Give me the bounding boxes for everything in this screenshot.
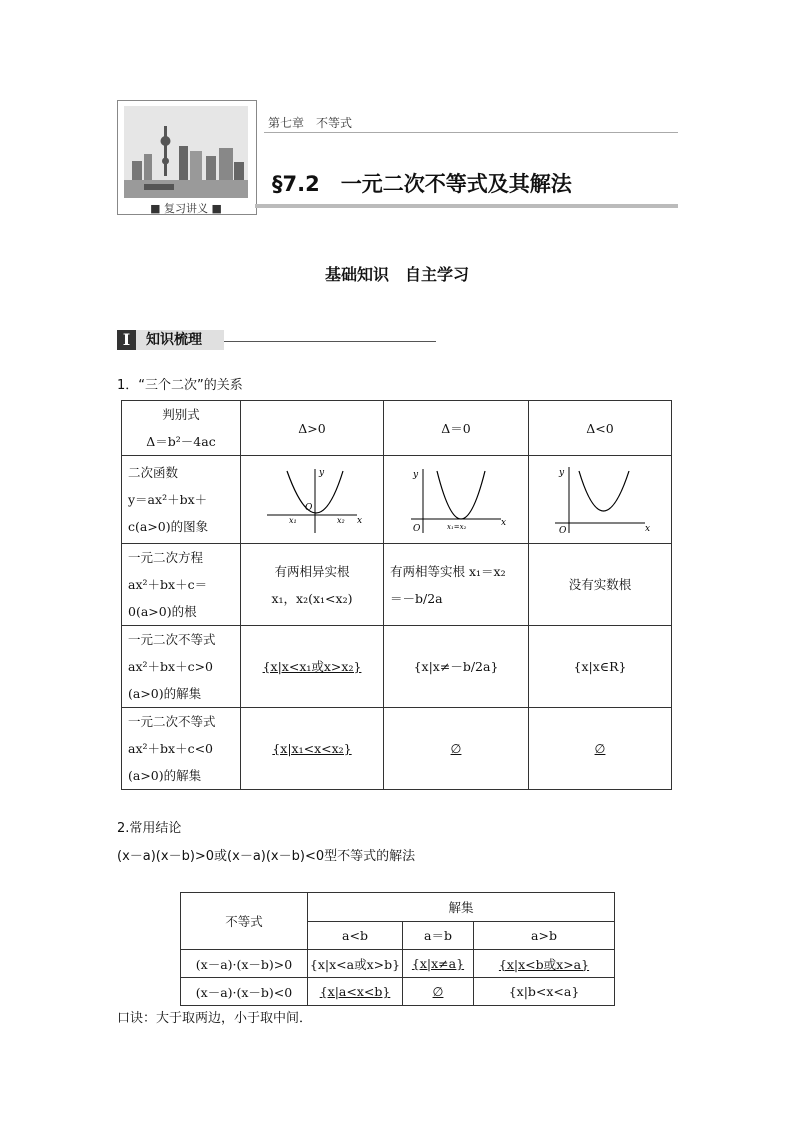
parabola-one-root-graph [401,465,511,535]
skyline-photo [124,106,248,198]
solution-set: {x|x≠－b/2a} [413,659,499,674]
row-label-line: 一元二次方程 [128,550,204,565]
cell-line: 有两相异实根 [274,563,350,579]
header-text: Δ＝b²－4ac [146,434,216,449]
row-label-function [122,456,241,544]
svg-text:x: x [501,517,507,528]
graph-one-root [384,456,529,544]
row-label-line: (a>0)的解集 [128,768,202,783]
roots-none: 没有实数根 [529,544,672,626]
svg-text:y: y [413,469,419,480]
section-badge-label: 知识梳理 [136,330,224,350]
header-text: 判别式 [162,407,200,422]
row-label-line: y＝ax²＋bx＋ [128,492,208,507]
row-label-ineq-gt [122,626,241,708]
svg-text:x₁=x₂: x₁=x₂ [447,522,467,531]
section-title: 基础知识 自主学习 [324,265,469,284]
solution-set: {x|x₁<x<x₂} [272,741,352,756]
cell-line: ＝－b/2a [390,590,443,606]
cell-line: x₁，x₂(x₁<x₂) [271,590,353,606]
svg-text:O: O [305,502,313,513]
case-header: a＝b [403,921,474,950]
row-label-line: c(a>0)的图象 [128,519,209,534]
photo-caption: ■ 复习讲义 ■ [150,202,222,215]
solution-set: {x|a<x<b} [319,984,391,999]
solution-set: ∅ [450,741,462,756]
solution-cell [308,978,403,1006]
graph-no-root [529,456,672,544]
inequality-cell: (x－a)·(x－b)>0 [181,950,308,978]
svg-text:O: O [413,523,421,534]
table-header-cell: Δ<0 [529,401,672,456]
table-header-cell: 解集 [308,893,615,922]
table-header-cell: Δ＝0 [384,401,529,456]
row-label-line: ax²＋bx＋c<0 [128,741,213,756]
solution-set: {x|x<x₁或x>x₂} [262,659,362,674]
row-label-line: 二次函数 [128,465,179,480]
solution-cell [474,950,615,978]
solution-set: ∅ [432,984,444,999]
row-label-line: (a>0)的解集 [128,686,202,701]
item1-heading: 1．“三个二次”的关系 [117,378,243,393]
common-conclusion-table [180,892,615,1006]
row-label-line: 0(a>0)的根 [128,604,197,619]
svg-text:y: y [319,467,325,478]
solution-cell: {x|x<a或x>b} [308,950,403,978]
row-label-line: ax²＋bx＋c＝ [128,577,208,592]
lt-solution-positive [241,708,384,790]
solution-set: {x|x≠a} [411,956,465,971]
row-label-equation [122,544,241,626]
cell-line: 有两相等实根 x₁＝x₂ [390,563,506,579]
divider [264,132,678,133]
row-label-line: ax²＋bx＋c>0 [128,659,213,674]
parabola-no-root-graph [545,465,655,535]
case-header: a>b [474,921,615,950]
svg-text:x: x [645,523,651,534]
svg-text:O: O [559,525,567,535]
solution-cell [403,978,474,1006]
roots-double [384,544,529,626]
svg-text:x: x [357,515,363,526]
row-label-line: 一元二次不等式 [128,632,216,647]
lt-solution-zero [384,708,529,790]
gt-solution-positive [241,626,384,708]
solution-cell [403,950,474,978]
solution-set: ∅ [594,741,606,756]
table-header-cell [122,401,241,456]
gt-solution-negative [529,626,672,708]
mnemonic-text: 口诀：大于取两边，小于取中间． [117,1011,313,1026]
page-title: §7.2 一元二次不等式及其解法 [272,172,572,196]
lt-solution-negative [529,708,672,790]
divider [224,341,436,342]
section-badge: I [117,330,136,350]
row-label-ineq-lt [122,708,241,790]
item2-heading: 2.常用结论 [117,821,182,836]
solution-set: {x|x∈R} [573,659,627,674]
table-header-cell: Δ>0 [241,401,384,456]
item2-text: (x－a)(x－b)>0或(x－a)(x－b)<0型不等式的解法 [117,849,416,864]
solution-set: {x|x<b或x>a} [498,956,590,972]
roots-two-distinct [241,544,384,626]
table-header-cell: 不等式 [181,893,308,950]
svg-text:y: y [559,467,565,478]
case-header: a<b [308,921,403,950]
row-label-line: 一元二次不等式 [128,714,216,729]
svg-text:x₁: x₁ [289,515,297,525]
parabola-two-roots-graph [257,465,367,535]
chapter-label: 第七章 不等式 [268,116,353,130]
inequality-cell: (x－a)·(x－b)<0 [181,978,308,1006]
title-underline [255,204,678,208]
solution-cell: {x|b<x<a} [474,978,615,1006]
graph-two-roots [241,456,384,544]
three-quadratics-table [121,400,672,790]
gt-solution-zero [384,626,529,708]
svg-text:x₂: x₂ [337,515,345,525]
